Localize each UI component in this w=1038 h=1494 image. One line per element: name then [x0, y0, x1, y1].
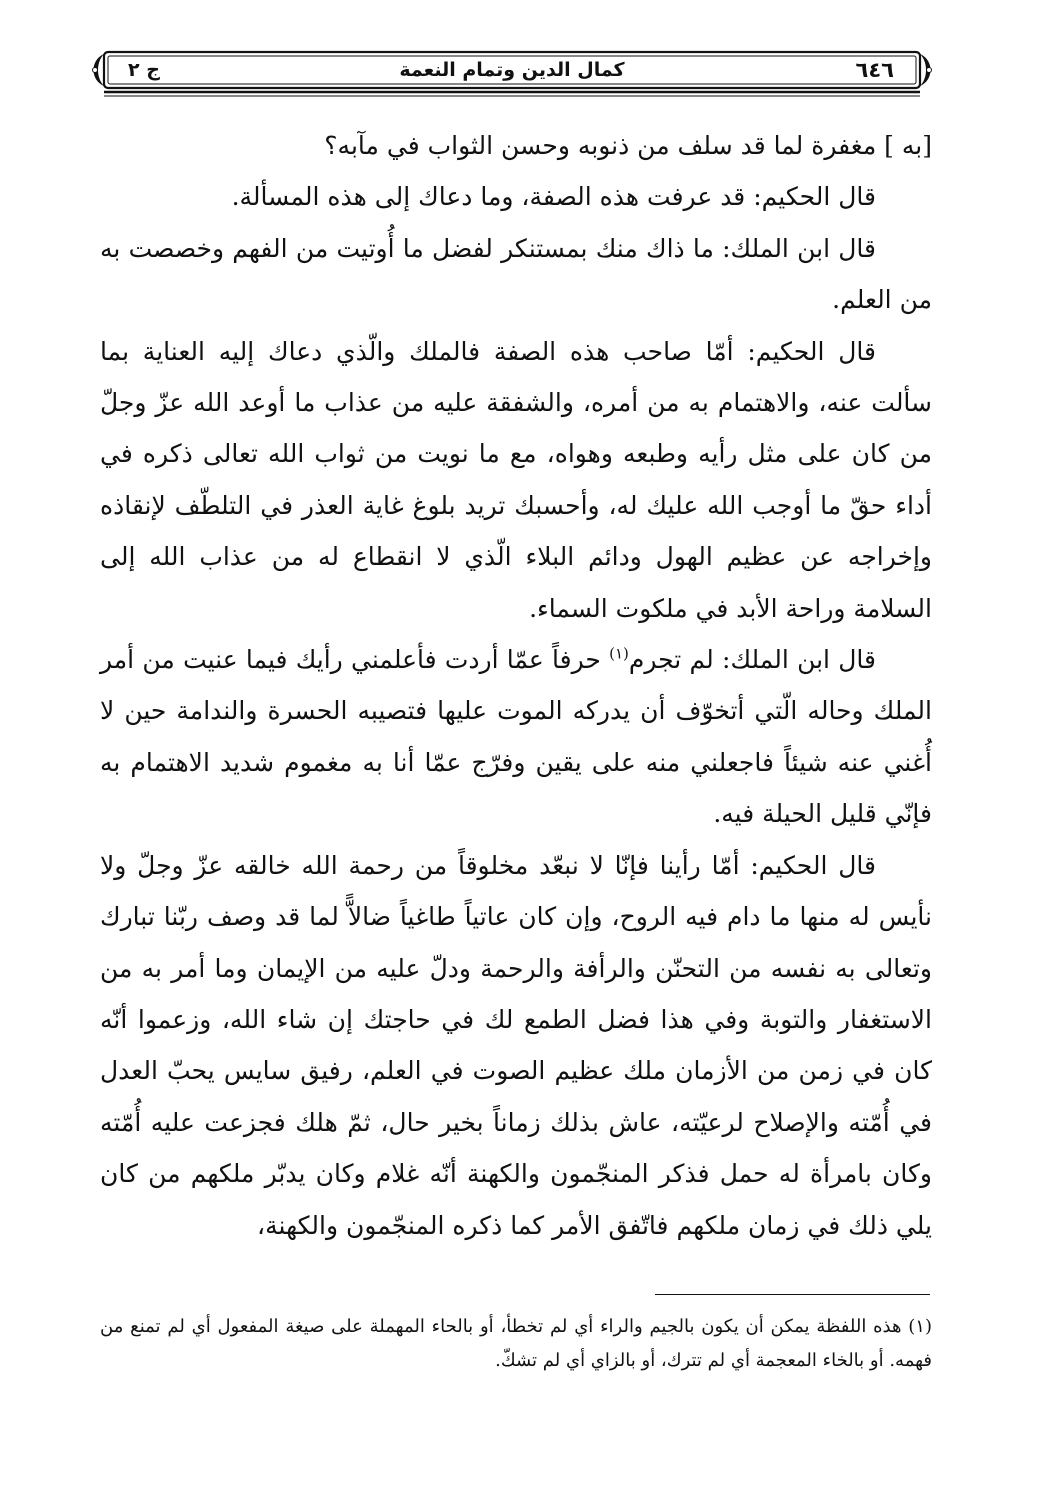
paragraph: قال الحكيم: أمّا صاحب هذه الصفة فالملك والّذي دعاك إليه العناية بما سألت عنه، والاهتمام به من أمره، والشفقة عليه من عذاب ما أوعد الله عزّ وجلّ من كان على مثل رأيه وطبعه وهواه، مع ما نويت من ثواب الله تعالى ذكره في أداء حقّ ما أوجب الله عليك له، وأحسبك تريد بلوغ غاية العذر في التلطّف لإنقاذه وإخراجه عن عظيم الهول ودائم البلاء الّذي لا انقطاع له من عذاب الله إلى السلامة وراحة الأبد في ملكوت السماء.	[100, 336, 932, 623]
volume-label: ج ٢	[128, 59, 160, 81]
page-number: ٦٤٦	[855, 58, 894, 82]
footnote-reference[interactable]: (١)	[609, 644, 629, 663]
main-text	[100, 120, 932, 1251]
paragraph: قال الحكيم: قد عرفت هذه الصفة، وما دعاك إلى هذه المسألة.	[231, 182, 876, 212]
paragraph: قال ابن الملك: ما ذاك منك بمستنكر لفضل ما أُوتيت من الفهم وخصصت به من العلم.	[100, 233, 932, 315]
footnote-separator	[655, 1294, 930, 1295]
paragraph-text: حرفاً عمّا أردت فأعلمني رأيك فيما عنيت من أمر الملك وحاله الّتي أتخوّف أن يدركه الموت عليها فتصيبه الحسرة والندامة حين لا أُغني عنه شيئاً فاجعلني منه على يقين وفرّج عمّا أنا به مغموم شديد الاهتمام به فإنّي قليل الحيلة فيه.	[100, 645, 932, 829]
paragraph-text: قال ابن الملك: لم تجرم	[628, 645, 876, 675]
footnote	[100, 1310, 932, 1378]
running-header	[86, 46, 938, 102]
paragraph	[100, 634, 932, 840]
paragraph: [به ] مغفرة لما قد سلف من ذنوبه وحسن الثواب في مآبه؟	[324, 131, 932, 160]
paragraph: قال الحكيم: أمّا رأينا فإنّا لا نبعّد مخلوقاً من رحمة الله خالقه عزّ وجلّ ولا نأيس له منها ما دام فيه الروح، وإن كان عاتياً طاغياً ضالاًّ لما قد وصف ربّنا تبارك وتعالى به نفسه من التحنّن والرأفة والرحمة ودلّ عليه من الإيمان وما أمر به من الاستغفار والتوبة وفي هذا فضل الطمع لك في حاجتك إن شاء الله، وزعموا أنّه كان في زمن من الأزمان ملك عظيم الصوت في العلم، رفيق سايس يحبّ العدل في أُمّته والإصلاح لرعيّته، عاش بذلك زماناً بخير حال، ثمّ هلك فجزعت عليه أُمّته وكان بامرأة له حمل فذكر المنجّمون والكهنة أنّه غلام وكان يدبّر ملكهم من كان يلي ذلك في زمان ملكهم فاتّفق الأمر كما ذكره المنجّمون والكهنة،	[100, 850, 932, 1240]
book-title: كمال الدين وتمام النعمة	[399, 59, 625, 81]
footnote-text: (١) هذه اللفظة يمكن أن يكون بالجيم والراء أي لم تخطأ، أو بالحاء المهملة على صيغة المفعول أي لم تمنع من فهمه. أو بالخاء المعجمة أي لم تترك، أو بالزاي أي لم تشكّ.	[100, 1316, 932, 1371]
